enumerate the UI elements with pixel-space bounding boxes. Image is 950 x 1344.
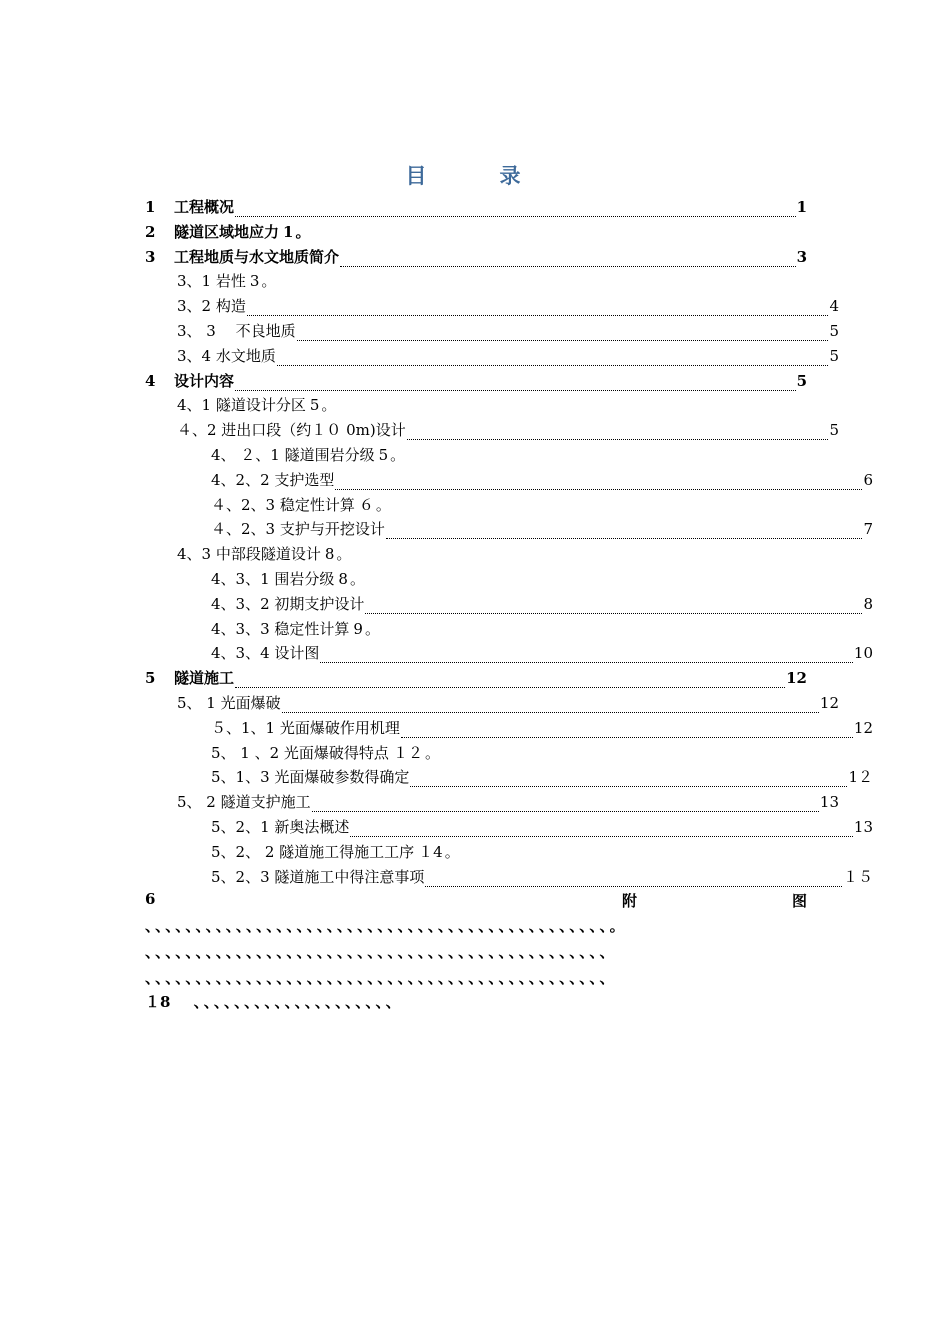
toc-entry-trailing-mark: 。 (336, 545, 352, 564)
toc-entry-label: 4、3、3 稳定性计算 (211, 619, 350, 638)
toc-entry-label: 4、 ２、1 隧道围岩分级 (211, 446, 375, 464)
toc-entry-label: 4、3、2 初期支护设计 (211, 594, 365, 613)
toc-entry[interactable] (145, 590, 873, 614)
toc-entry-page-number: 7 (863, 520, 873, 539)
toc-entry-trailing-mark: 。 (261, 272, 277, 291)
toc-entry-page-number: 3 (796, 247, 807, 266)
toc-entry-page-number: ６ (358, 495, 374, 514)
appendix-leader-row-4: 、、、、、、、、、、、、、、、、、、、、 (193, 993, 404, 1011)
toc-entry-label: 5、2、1 新奥法概述 (211, 818, 350, 836)
toc-entry[interactable] (145, 243, 807, 267)
toc-entry-page-number: 5 (796, 371, 807, 390)
toc-leader-dots (386, 524, 863, 539)
toc-entry-label: 3、 3 不良地质 (177, 322, 296, 340)
toc-entry-page-number: １4 (418, 842, 443, 861)
toc-entry-label: 4、2、2 支护选型 (211, 470, 335, 489)
toc-entry-label: ５、1、1 光面爆破作用机理 (211, 718, 400, 737)
toc-entry[interactable] (145, 515, 873, 539)
toc-entry[interactable] (145, 763, 873, 787)
toc-leader-dots (350, 822, 853, 837)
toc-entry-number: 4 (145, 371, 156, 390)
toc-entry-label: ４、2、3 稳定性计算 (211, 495, 355, 514)
toc-entry[interactable] (145, 714, 873, 738)
toc-entry[interactable] (145, 367, 807, 391)
toc-entry-label: 工程地质与水文地质简介 (174, 247, 340, 266)
toc-entry-label: 4、3、1 围岩分级 (211, 570, 335, 588)
toc-entry[interactable] (145, 218, 807, 242)
toc-entry-trailing-mark: 。 (321, 396, 337, 415)
toc-entry-number: 1 (145, 198, 156, 216)
toc-entry[interactable] (145, 615, 873, 639)
toc-entry-trailing-mark: 。 (390, 446, 406, 464)
toc-entry-page-number: 9 (353, 619, 363, 638)
toc-entry-page-number: １8 (145, 993, 171, 1011)
toc-entry[interactable] (145, 466, 873, 490)
toc-entry-label: 5、2、 2 隧道施工得施工工序 (211, 842, 415, 861)
toc-entry-label: 5、2、3 隧道施工中得注意事项 (211, 867, 425, 886)
toc-leader-dots (235, 202, 796, 217)
toc-entry[interactable] (145, 813, 873, 837)
toc-entry-trailing-mark: 。 (364, 619, 380, 638)
toc-entry-trailing-mark: 。 (444, 842, 460, 861)
toc-entry-number: 6 (145, 890, 156, 908)
toc-leader-dots (247, 301, 829, 316)
toc-leader-dots (297, 326, 829, 341)
toc-entry[interactable] (145, 664, 807, 688)
toc-entry-page-number: 13 (853, 818, 873, 836)
toc-entry[interactable] (145, 342, 839, 366)
toc-entry-label: 4、3 中部段隧道设计 (177, 545, 321, 564)
toc-entry[interactable] (145, 540, 839, 564)
toc-entry-label: 5、1、3 光面爆破参数得确定 (211, 768, 410, 787)
toc-entry[interactable] (145, 491, 873, 515)
toc-entry[interactable] (145, 267, 839, 291)
toc-entry-label: 5、 1 光面爆破 (177, 694, 281, 712)
toc-entry[interactable] (145, 788, 839, 812)
toc-entry-page-number: 8 (338, 570, 348, 588)
toc-entry[interactable] (145, 416, 839, 440)
toc-entry[interactable] (145, 639, 873, 663)
toc-leader-dots (235, 673, 785, 688)
toc-entry-page-number: 5 (829, 346, 839, 365)
toc-entry-label: 4、3、4 设计图 (211, 644, 320, 663)
toc-leader-dots (340, 252, 796, 267)
toc-leader-dots (335, 475, 862, 490)
toc-entry-trailing-mark: 。 (375, 495, 391, 514)
toc-entry-page-number: 5 (378, 446, 389, 464)
appendix-page-row (145, 991, 807, 1012)
toc-entry-page-number: 5 (829, 322, 839, 340)
toc-entry-label: 隧道施工 (174, 669, 235, 688)
toc-leader-dots (312, 797, 819, 812)
toc-entry-label: 3、4 水文地质 (177, 346, 276, 365)
toc-entry-page-number: 8 (324, 545, 335, 564)
toc-entry-label: 5、 1 、2 光面爆破得特点 (211, 743, 389, 762)
toc-entry-label-part2: 图 (791, 892, 807, 908)
appendix-leader-row-2: 、、、、、、、、、、、、、、、、、、、、、、、、、、、、、、、、、、、、、、、、、、、、、、 (145, 943, 618, 961)
toc-entry-number: 5 (145, 669, 156, 688)
toc-title: 目 录 (405, 163, 547, 188)
toc-entry[interactable] (145, 193, 807, 217)
toc-entry-trailing-mark: 。 (295, 222, 311, 241)
toc-entry-page-number: 3 (249, 272, 260, 291)
toc-entry[interactable] (145, 838, 873, 862)
toc-entry-trailing-mark: 。 (424, 743, 440, 762)
toc-leader-dots (282, 698, 819, 713)
toc-entry-page-number: 1 (283, 222, 294, 241)
toc-entry-page-number: 6 (863, 470, 873, 489)
toc-entry-number: 2 (145, 222, 156, 241)
toc-leader-dots (401, 723, 853, 738)
toc-entry-label: 工程概况 (174, 198, 235, 216)
toc-entry[interactable] (145, 863, 873, 887)
toc-entry-page-number: 5 (829, 421, 839, 440)
toc-entry-page-number: 10 (853, 644, 873, 663)
toc-entry-page-number: 1 (796, 198, 807, 216)
toc-entry-label: 3、1 岩性 (177, 272, 246, 291)
appendix-leader-row-3: 、、、、、、、、、、、、、、、、、、、、、、、、、、、、、、、、、、、、、、、、、、、、、、 (145, 969, 618, 987)
toc-entry-label: 4、1 隧道设计分区 (177, 396, 306, 415)
toc-leader-dots (235, 376, 796, 391)
toc-entry[interactable] (145, 739, 873, 763)
toc-entry[interactable] (145, 317, 839, 341)
toc-entry-number: 3 (145, 247, 156, 266)
toc-entry-page-number: 1２ (848, 768, 873, 787)
toc-entry-page-number: 12 (853, 718, 873, 737)
toc-entry-page-number: １５ (842, 867, 873, 886)
toc-entry-page-number: 5 (309, 396, 320, 415)
toc-entry[interactable] (145, 292, 839, 316)
toc-entry-page-number: 4 (829, 297, 839, 316)
toc-entry-page-number: １２ (392, 743, 423, 762)
toc-entry[interactable] (145, 689, 839, 713)
toc-entry-label-part1: 附 (622, 892, 638, 908)
toc-leader-dots (320, 648, 853, 663)
toc-entry[interactable] (145, 565, 873, 589)
toc-leader-dots (410, 772, 847, 787)
toc-leader-dots (365, 599, 862, 614)
toc-entry-page-number: 8 (863, 594, 873, 613)
toc-entry-page-number: 12 (819, 694, 839, 712)
toc-entry-label: ４、2、3 支护与开挖设计 (211, 520, 385, 539)
toc-entry-appendix[interactable] (145, 890, 807, 908)
toc-entry-page-number: 13 (819, 793, 839, 812)
toc-entry-label: 设计内容 (174, 371, 235, 390)
toc-entry-label: 5、 2 隧道支护施工 (177, 793, 311, 812)
toc-leader-dots (407, 425, 829, 440)
toc-entry-label: 隧道区域地应力 (174, 222, 280, 241)
toc-leader-dots (277, 351, 829, 366)
toc-entry-label: 3、2 构造 (177, 297, 246, 316)
toc-entry[interactable] (145, 441, 873, 465)
appendix-leader-row-1: 、、、、、、、、、、、、、、、、、、、、、、、、、、、、、、、、、、、、、、、、、、、、、、。 (145, 917, 628, 935)
toc-entry-page-number: 12 (786, 669, 807, 688)
toc-leader-dots (425, 872, 842, 887)
toc-entry-trailing-mark: 。 (349, 570, 365, 588)
toc-entry[interactable] (145, 391, 839, 415)
toc-entry-label: ４、2 进出口段（约１０ 0m)设计 (177, 421, 406, 440)
